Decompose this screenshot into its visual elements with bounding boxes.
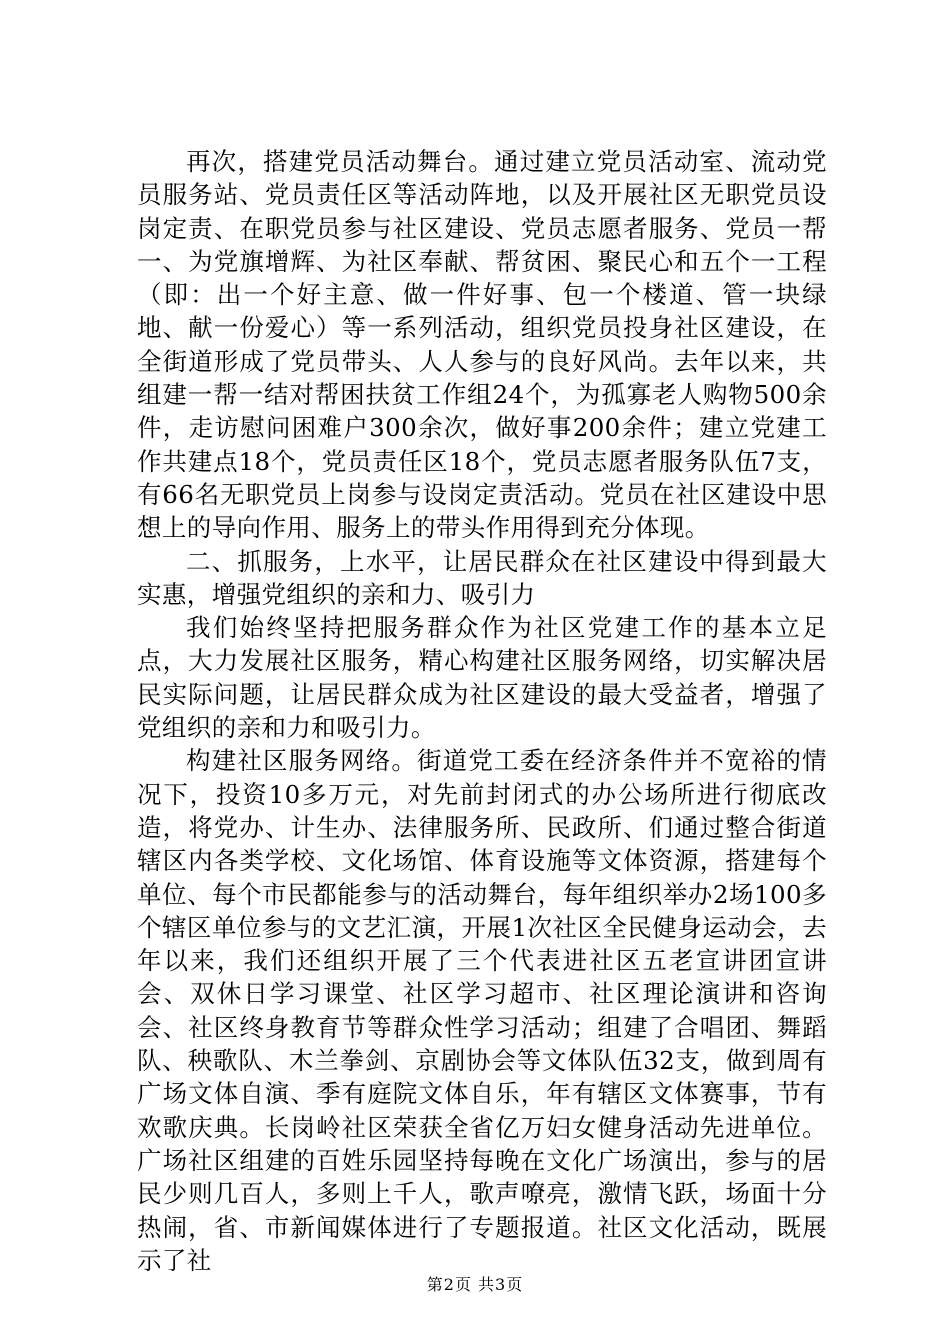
paragraph-party-member-activities: 再次，搭建党员活动舞台。通过建立党员活动室、流动党员服务站、党员责任区等活动阵地，以及开展社区无职党员设岗定责、在职党员参与社区建设、党员志愿者服务、党员一帮一、为党旗增辉、为社区奉献、帮贫困、聚民心和五个一工程（即：出一个好主意、做一件好事、包一个楼道、管一块绿地、献一份爱心）等一系列活动，组织党员投身社区建设，在全街道形成了党员带头、人人参与的良好风尚。去年以来，共组建一帮一结对帮困扶贫工作组24个，为孤寡老人购物500余件，走访慰问困难户300余次，做好事200余件；建立党建工作共建点18个，党员责任区18个，党员志愿者服务队伍7支，有66名无职党员上岗参与设岗定责活动。党员在社区建设中思想上的导向作用、服务上的带头作用得到充分体现。	[137, 147, 827, 543]
paragraph-service-network: 构建社区服务网络。街道党工委在经济条件并不宽裕的情况下，投资10多万元，对先前封闭式的办公场所进行彻底改造，将党办、计生办、法律服务所、民政所、们通过整合街道辖区内各类学校、文化场馆、体育设施等文体资源，搭建每个单位、每个市民都能参与的活动舞台，每年组织举办2场100多个辖区单位参与的文艺汇演，开展1次社区全民健身运动会，去年以来，我们还组织开展了三个代表进社区五老宣讲团宣讲会、双休日学习课堂、社区学习超市、社区理论演讲和咨询会、社区终身教育节等群众性学习活动；组建了合唱团、舞蹈队、秧歌队、木兰拳剑、京剧协会等文体队伍32支，做到周有广场文体自演、季有庭院文体自乐，年有辖区文体赛事，节有欢歌庆典。长岗岭社区荣获全省亿万妇女健身活动先进单位。广场社区组建的百姓乐园坚持每晚在文化广场演出，参与的居民少则几百人，多则上千人，歌声嘹亮，激情飞跃，场面十分热闹，省、市新闻媒体进行了专题报道。社区文化活动，既展示了社	[137, 746, 827, 1275]
section-heading-service: 二、抓服务，上水平，让居民群众在社区建设中得到最大实惠，增强党组织的亲和力、吸引力	[137, 546, 827, 609]
document-body	[137, 145, 827, 1277]
page-footer: 第2页 共3页	[426, 1275, 524, 1294]
paragraph-serve-masses: 我们始终坚持把服务群众作为社区党建工作的基本立足点，大力发展社区服务，精心构建社区服务网络，切实解决居民实际问题，让居民群众成为社区建设的最大受益者，增强了党组织的亲和力和吸引力。	[137, 613, 827, 743]
